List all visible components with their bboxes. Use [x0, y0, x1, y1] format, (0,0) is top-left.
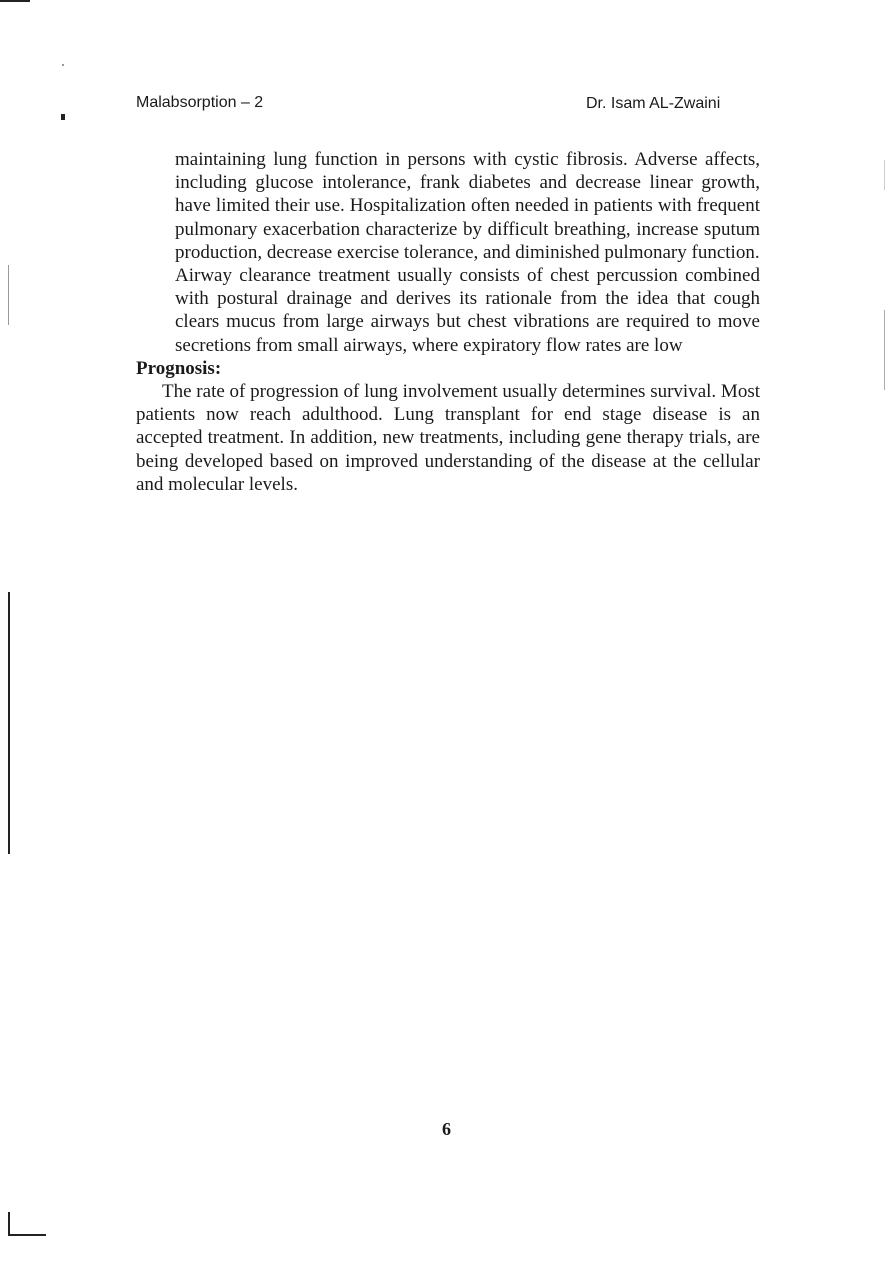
scan-artifact-dot: [62, 64, 64, 66]
running-header-title: Malabsorption – 2: [136, 94, 264, 111]
body-paragraph-2: Airway clearance treatment usually consists of chest percussion combined with postural drainage and derives its rationale from the idea that cough clears mucus from large airways but chest vibrations are required to move secretions from small airways, where expiratory flow rates are low: [175, 265, 760, 356]
scan-artifact-corner: [8, 1212, 10, 1236]
scan-artifact-left-line: [8, 592, 10, 854]
section-heading-prognosis: Prognosis:: [136, 357, 222, 379]
scan-artifact-right-line: [884, 310, 885, 390]
scan-artifact-left-tick: [8, 265, 9, 325]
prognosis-paragraph: The rate of progression of lung involvement usually determines survival. Most patients now reach adulthood. Lung transplant for end stage disease is an accepted treatment. In addition, new treatments, including gene therapy trials, are being developed based on improved understanding of the disease at the cellular and molecular levels.: [136, 381, 760, 495]
page-number: 6: [442, 1119, 451, 1139]
scan-artifact-top: [0, 0, 30, 2]
scan-artifact-right-mark: [884, 160, 885, 190]
running-header-author: Dr. Isam AL-Zwaini: [586, 95, 721, 112]
body-paragraph-1: maintaining lung function in persons with cystic fibrosis. Adverse affects, including glucose intolerance, frank diabetes and decrease linear growth, have limited their use. Hospitalization often needed in patients with frequent pulmonary exacerbation characterize by difficult breathing, increase sputum production, decrease exercise tolerance, and diminished pulmonary function.: [175, 149, 760, 263]
page-body: [136, 148, 760, 496]
scan-artifact-dot: [61, 114, 65, 120]
scan-artifact-corner: [8, 1234, 46, 1236]
